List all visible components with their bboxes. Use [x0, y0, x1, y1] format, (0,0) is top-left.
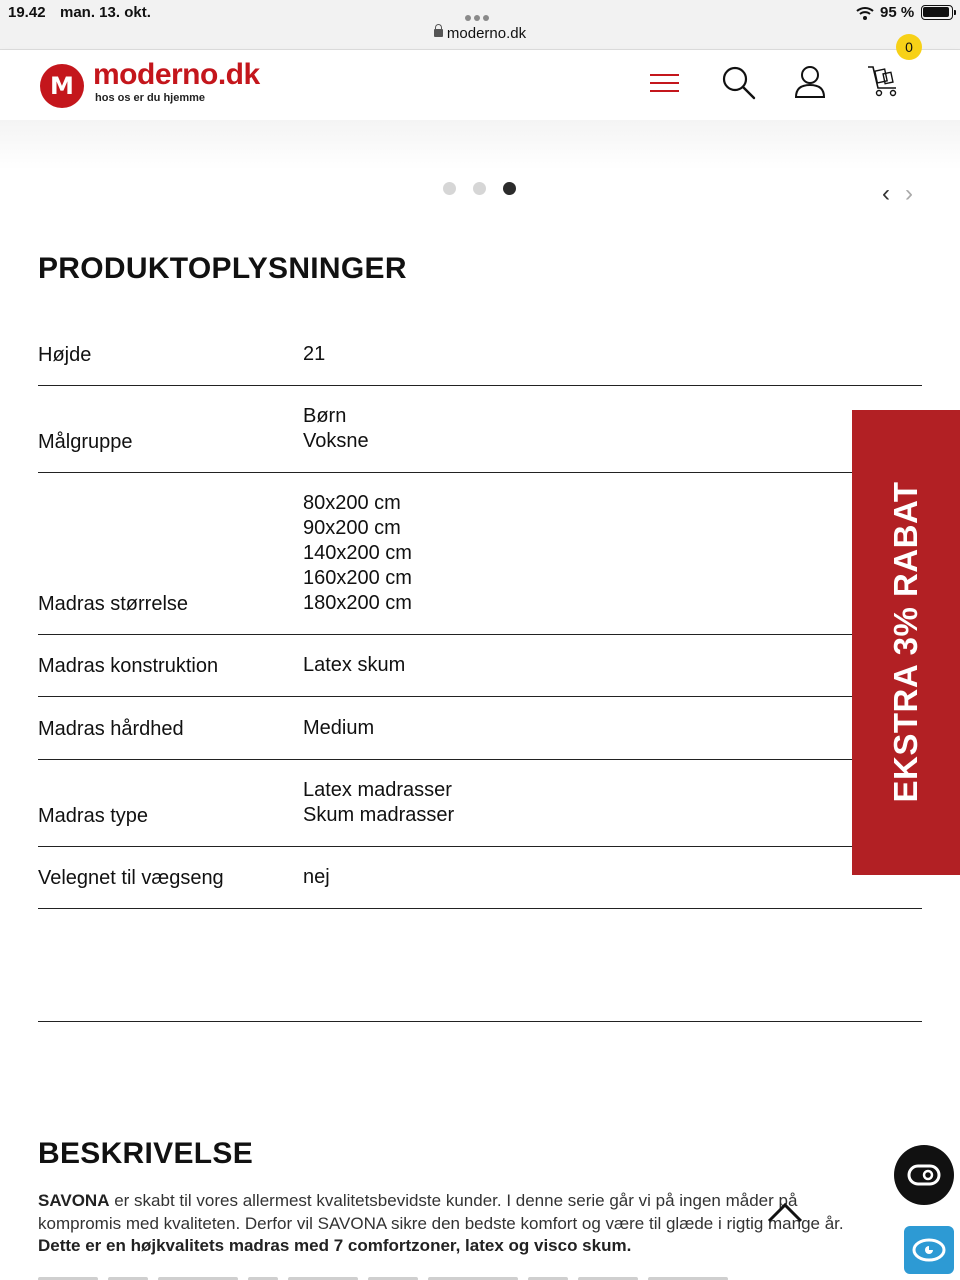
- product-info-title: PRODUKTOPLYSNINGER: [38, 252, 407, 285]
- description-line-2: kompromis med kvaliteten. Derfor vil SAVONA sikre den bedste komfort og være til glæde i rigtig mange år.: [38, 1213, 844, 1233]
- cart-icon[interactable]: [864, 62, 904, 102]
- clock: 19.42: [8, 4, 46, 21]
- logo-name[interactable]: moderno.dk: [93, 58, 260, 91]
- chat-icon: [894, 1145, 954, 1205]
- spec-values: [303, 404, 369, 454]
- carousel-next-button[interactable]: ›: [905, 180, 913, 207]
- logo-tagline: hos os er du hjemme: [95, 92, 206, 104]
- scroll-to-top-icon[interactable]: [766, 1200, 804, 1224]
- spec-value: nej: [303, 866, 330, 888]
- spec-values: [303, 716, 374, 741]
- spec-value: 21: [303, 343, 326, 365]
- spec-value: Børn: [303, 405, 347, 427]
- discount-banner-text: EKSTRA 3% RABAT: [887, 481, 924, 803]
- spec-value: Latex madrasser: [303, 779, 452, 801]
- site-header: [0, 50, 960, 120]
- search-icon[interactable]: [720, 64, 756, 100]
- description-line-3: Dette er en højkvalitets madras med 7 comfortzoner, latex og visco skum.: [38, 1236, 632, 1255]
- logo-icon[interactable]: M: [40, 64, 84, 108]
- carousel-dot[interactable]: [473, 182, 486, 195]
- menu-icon[interactable]: [650, 72, 680, 94]
- browser-status-bar: [0, 0, 960, 50]
- spec-value: 80x200 cm: [303, 492, 401, 514]
- spec-label: Målgruppe: [38, 431, 133, 453]
- spec-values: [303, 491, 412, 616]
- spec-label: Madras konstruktion: [38, 655, 219, 677]
- spec-value: 160x200 cm: [303, 567, 412, 589]
- product-spec-table: [38, 320, 922, 909]
- spec-row: [38, 320, 922, 386]
- spec-row: [38, 635, 922, 697]
- header-shadow: [0, 120, 960, 170]
- accessibility-eye-icon: [904, 1226, 954, 1274]
- spec-value: Latex skum: [303, 654, 406, 676]
- date: man. 13. okt.: [60, 4, 151, 21]
- spec-values: [303, 342, 325, 367]
- chat-button[interactable]: [894, 1145, 954, 1205]
- spec-row: [38, 473, 922, 635]
- url-text: moderno.dk: [446, 25, 527, 42]
- address-bar[interactable]: [0, 25, 960, 42]
- cart-count-badge[interactable]: 0: [896, 34, 922, 60]
- spec-label: Velegnet til vægseng: [38, 867, 224, 889]
- spec-value: Voksne: [303, 430, 369, 452]
- carousel-prev-button[interactable]: ‹: [882, 180, 890, 207]
- spec-value: 180x200 cm: [303, 592, 412, 614]
- accessibility-button[interactable]: [904, 1226, 954, 1274]
- spec-value: Skum madrasser: [303, 804, 455, 826]
- spec-row: [38, 386, 922, 473]
- description-title: BESKRIVELSE: [38, 1137, 254, 1170]
- section-divider: [38, 1021, 922, 1022]
- spec-row: [38, 697, 922, 760]
- spec-value: 90x200 cm: [303, 517, 401, 539]
- user-account-icon[interactable]: [792, 64, 828, 100]
- discount-banner[interactable]: [852, 410, 960, 875]
- spec-values: [303, 653, 405, 678]
- description-line-1: er skabt til vores allermest kvalitetsbevidste kunder. I denne serie går vi på ingen måder på: [109, 1191, 798, 1210]
- wifi-icon: [856, 6, 874, 20]
- battery-percent: 95 %: [880, 4, 915, 21]
- description-brand: SAVONA: [38, 1191, 110, 1210]
- spec-value: Medium: [303, 717, 375, 739]
- battery-icon: [921, 5, 953, 20]
- spec-label: Madras type: [38, 805, 149, 827]
- spec-label: Højde: [38, 344, 92, 366]
- spec-value: 140x200 cm: [303, 542, 412, 564]
- description-next-line: [38, 1268, 922, 1280]
- carousel-dot[interactable]: [503, 182, 516, 195]
- carousel-dot[interactable]: [443, 182, 456, 195]
- tab-overview-dots-icon[interactable]: [465, 8, 495, 16]
- spec-row: [38, 760, 922, 847]
- spec-values: [303, 865, 330, 890]
- spec-label: Madras størrelse: [38, 593, 189, 615]
- spec-row: [38, 847, 922, 909]
- spec-values: [303, 778, 454, 828]
- spec-label: Madras hårdhed: [38, 718, 184, 740]
- lock-icon: [434, 29, 443, 37]
